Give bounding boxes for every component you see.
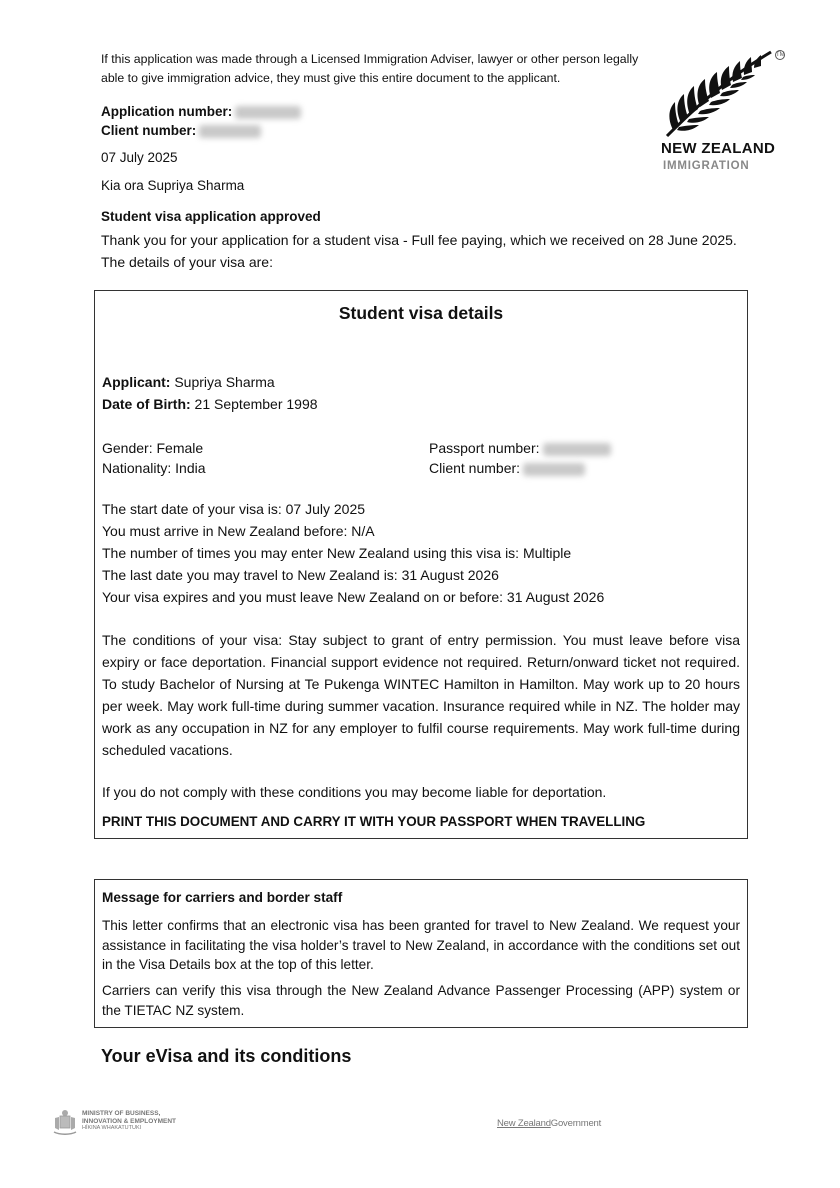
- redacted-client-number: [199, 125, 261, 138]
- application-number: [101, 104, 301, 119]
- nz-immigration-logo: [661, 48, 787, 176]
- passport-number-label: Passport number:: [429, 440, 540, 456]
- coat-of-arms-icon: [52, 1108, 78, 1136]
- carrier-message-box: [94, 879, 748, 1028]
- mbie-line-2: INNOVATION & EMPLOYMENT: [82, 1117, 177, 1125]
- nz-government-text-a: New Zealand: [497, 1118, 551, 1129]
- visa-details-title: Student visa details: [338, 303, 504, 323]
- applicant-row: [102, 371, 275, 393]
- redacted-visa-client-number: [523, 463, 585, 476]
- application-number-label: Application number:: [101, 104, 233, 119]
- approval-heading: Student visa application approved: [101, 209, 321, 224]
- visa-conditions: The conditions of your visa: Stay subject to grant of entry permission. You must leave before visa expiry or face deportation. Financial support evidence not required. Return/onward ticket not required. To study Bachelor of Nursing at Te Pukenga WINTEC Hamilton in Hamilton. May work up to 20 hours per week. May work full-time during summer vacation. Insurance required while in NZ. The holder may work as any occupation in NZ for any employer to fulfil course requirements. May work full-time during scheduled vacations.: [102, 632, 740, 758]
- dob-value: 21 September 1998: [190, 396, 318, 412]
- visa-expiry: Your visa expires and you must leave New Zealand on or before: 31 August 2026: [102, 589, 605, 605]
- logo-immigration-text: IMMIGRATION: [663, 160, 750, 172]
- redacted-passport-number: [543, 443, 611, 456]
- adviser-notice: If this application was made through a Licensed Immigration Adviser, lawyer or other person legally able to give immigration advice, they must give this entire document to the applicant.: [101, 52, 639, 85]
- greeting: Kia ora Supriya Sharma: [101, 178, 245, 193]
- visa-client-number-row: [429, 457, 585, 479]
- mbie-line-3: HĪKINA WHAKATUTUKI: [82, 1125, 142, 1132]
- client-number-label: Client number:: [101, 123, 197, 138]
- nz-government-logo: [497, 1118, 601, 1129]
- carrier-heading: Message for carriers and border staff: [102, 890, 343, 905]
- last-travel-date: The last date you may travel to New Zealand is: 31 August 2026: [102, 567, 499, 583]
- print-notice: PRINT THIS DOCUMENT AND CARRY IT WITH YOUR PASSPORT WHEN TRAVELLING: [102, 814, 646, 829]
- mbie-logo: [52, 1108, 202, 1138]
- carrier-paragraph-2: Carriers can verify this visa through the New Zealand Advance Passenger Processing (APP) system or the TIETAC NZ system.: [102, 983, 740, 1018]
- visa-details-box: [94, 290, 748, 839]
- intro-text: Thank you for your application for a student visa - Full fee paying, which we received on 28 June 2025. The details of your visa are:: [101, 232, 737, 270]
- applicant-value: Supriya Sharma: [170, 374, 275, 390]
- redacted-application-number: [235, 106, 301, 119]
- letter-date: 07 July 2025: [101, 150, 178, 165]
- applicant-label: Applicant:: [102, 374, 171, 390]
- logo-new-zealand-text: NEW ZEALAND: [661, 140, 776, 157]
- visa-client-number-label: Client number:: [429, 460, 521, 476]
- nz-government-text-b: Government: [550, 1118, 602, 1129]
- client-number: [101, 123, 261, 138]
- passport-number-row: [429, 437, 611, 459]
- nationality: Nationality: India: [102, 460, 206, 476]
- start-date: The start date of your visa is: 07 July 2025: [102, 501, 366, 517]
- dob-label: Date of Birth:: [102, 396, 191, 412]
- dob-row: [102, 393, 318, 415]
- deportation-warning: If you do not comply with these conditions you may become liable for deportation.: [102, 784, 607, 800]
- trademark-symbol: TM: [776, 52, 785, 58]
- mbie-text: [82, 1110, 176, 1133]
- mbie-line-1: MINISTRY OF BUSINESS,: [82, 1110, 161, 1117]
- silver-fern-icon: [663, 48, 775, 140]
- evisa-conditions-heading: Your eVisa and its conditions: [101, 1046, 352, 1066]
- number-of-entries: The number of times you may enter New Zealand using this visa is: Multiple: [102, 545, 572, 561]
- carrier-paragraph-1: This letter confirms that an electronic visa has been granted for travel to New Zealand. We request your assistance in facilitating the visa holder’s travel to New Zealand, in accordance with the conditions set out in the Visa Details box at the top of this letter.: [102, 918, 740, 972]
- arrive-before: You must arrive in New Zealand before: N/A: [102, 523, 375, 539]
- gender: Gender: Female: [102, 440, 204, 456]
